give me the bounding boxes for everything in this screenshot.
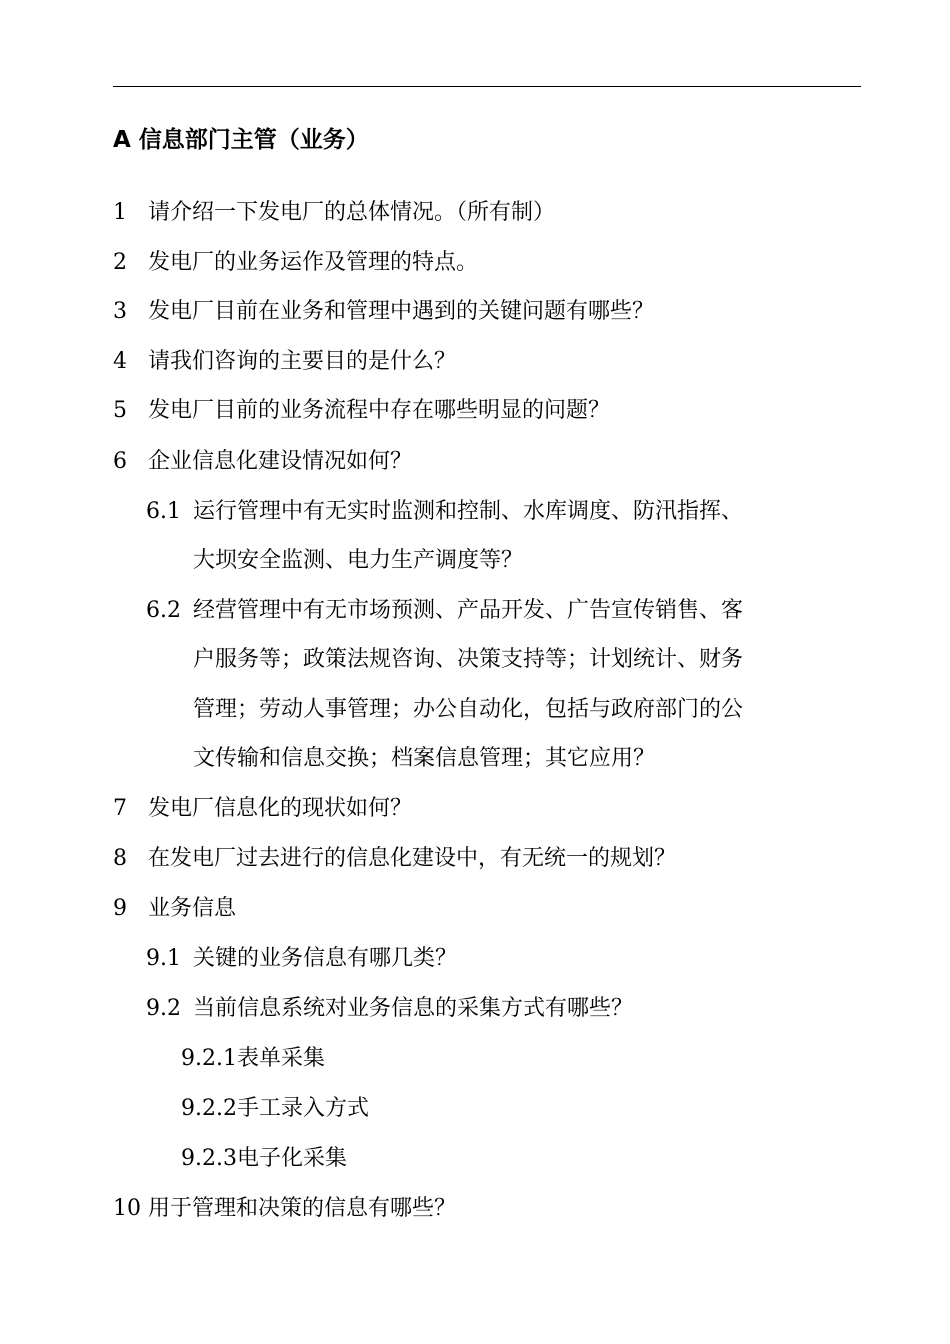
- item-text: 发电厂目前在业务和管理中遇到的关键问题有哪些？: [148, 299, 655, 324]
- item-text: 用于管理和决策的信息有哪些？: [148, 1196, 457, 1221]
- list-item: [113, 396, 610, 426]
- item-text: 关键的业务信息有哪几类？: [193, 946, 458, 971]
- item-number: 8: [113, 846, 127, 871]
- header-rule: [113, 86, 861, 87]
- item-number: 2: [113, 250, 127, 275]
- item-text: 手工录入方式: [236, 1096, 369, 1121]
- item-text: 表单采集: [236, 1046, 325, 1071]
- item-number: 9.2: [146, 996, 181, 1021]
- item-text: 请介绍一下发电厂的总体情况。（所有制）: [148, 200, 556, 225]
- list-item: [113, 198, 555, 228]
- sub-list-item: [146, 944, 457, 974]
- list-item: [113, 894, 236, 924]
- sub-list-item: [146, 497, 743, 527]
- list-item: [113, 248, 478, 278]
- item-text: 请我们咨询的主要目的是什么？: [148, 349, 457, 374]
- item-number: 6.1: [146, 499, 181, 524]
- item-text: 发电厂的业务运作及管理的特点。: [148, 250, 479, 275]
- item-number: 3: [113, 299, 127, 324]
- item-number: 9.2.3: [181, 1146, 237, 1171]
- sub-sub-list-item: [181, 1044, 325, 1074]
- sub-sub-list-item: [181, 1144, 347, 1174]
- list-item: [113, 794, 412, 824]
- item-number: 5: [113, 398, 127, 423]
- item-text: 在发电厂过去进行的信息化建设中，有无统一的规划？: [148, 846, 677, 871]
- item-text-line: 运行管理中有无实时监测和控制、水库调度、防汛指挥、: [193, 499, 744, 524]
- item-text: 发电厂目前的业务流程中存在哪些明显的问题？: [148, 398, 611, 423]
- item-text: 业务信息: [148, 896, 237, 921]
- list-item: [113, 347, 456, 377]
- item-number: 9.2.2: [181, 1096, 237, 1121]
- item-text: 企业信息化建设情况如何？: [148, 449, 413, 474]
- item-text: 当前信息系统对业务信息的采集方式有哪些？: [193, 996, 634, 1021]
- item-text: 发电厂信息化的现状如何？: [148, 796, 413, 821]
- item-text-line: 经营管理中有无市场预测、产品开发、广告宣传销售、客: [193, 598, 744, 623]
- item-number: 9.1: [146, 946, 181, 971]
- item-text-continuation: 户服务等；政策法规咨询、决策支持等；计划统计、财务: [193, 647, 744, 672]
- item-text-continuation: 管理；劳动人事管理；办公自动化，包括与政府部门的公: [193, 697, 744, 722]
- item-text-continuation: 大坝安全监测、电力生产调度等？: [193, 548, 524, 573]
- sub-list-item: [146, 596, 743, 626]
- item-text-continuation: 文传输和信息交换；档案信息管理；其它应用？: [193, 746, 656, 771]
- item-text: 电子化采集: [236, 1146, 347, 1171]
- item-number: 10: [113, 1196, 141, 1221]
- sub-sub-list-item: [181, 1094, 369, 1124]
- item-number: 7: [113, 796, 127, 821]
- list-item: [113, 844, 676, 874]
- item-number: 6: [113, 449, 127, 474]
- list-item: [113, 1194, 456, 1224]
- sub-list-item: [146, 994, 633, 1024]
- item-number: 6.2: [146, 598, 181, 623]
- item-number: 9.2.1: [181, 1046, 237, 1071]
- item-number: 4: [113, 349, 127, 374]
- list-item: [113, 447, 412, 477]
- item-number: 1: [113, 200, 127, 225]
- item-number: 9: [113, 896, 127, 921]
- list-item: [113, 297, 654, 327]
- section-heading: A 信息部门主管（业务）: [113, 127, 369, 153]
